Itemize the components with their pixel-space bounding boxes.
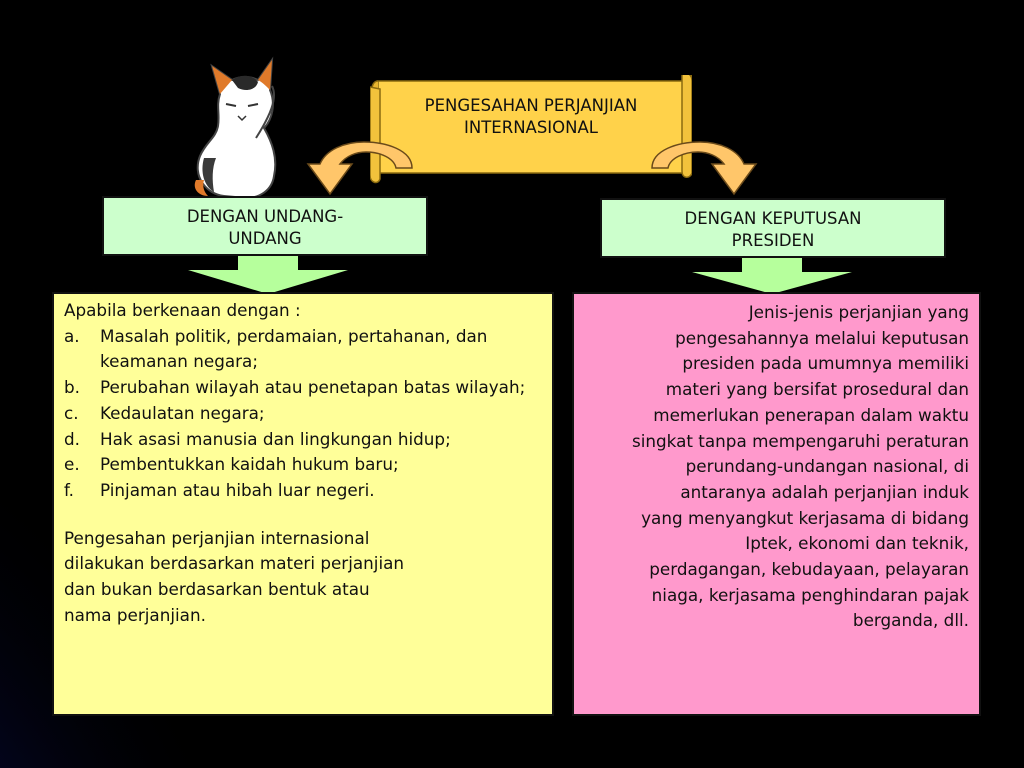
undang-undang-box: [102, 196, 428, 256]
list-item-text: Pembentukkan kaidah hukum baru;: [100, 454, 399, 475]
right-panel-line: materi yang bersifat prosedural dan: [665, 379, 969, 400]
left-panel-closing: [64, 526, 544, 629]
list-marker: a.: [64, 325, 80, 346]
right-panel-line: antaranya adalah perjanjian induk: [680, 481, 969, 502]
list-item: [64, 401, 544, 427]
curved-arrow-left-icon: [300, 138, 420, 198]
list-item-text: Masalah politik, perdamaian, pertahanan, dan keamanan negara;: [100, 325, 488, 372]
keputusan-presiden-line-2: PRESIDEN: [731, 231, 815, 250]
list-item-text: Perubahan wilayah atau penetapan batas wilayah;: [100, 377, 526, 398]
right-panel-line: memerlukan penerapan dalam waktu: [653, 404, 969, 425]
keputusan-presiden-panel: [572, 292, 981, 716]
title-line-1: PENGESAHAN PERJANJIAN: [424, 96, 638, 115]
undang-undang-line-1: DENGAN UNDANG-: [186, 207, 344, 226]
list-marker: e.: [64, 454, 80, 475]
left-panel-intro: Apabila berkenaan dengan :: [64, 300, 301, 320]
right-panel-line: yang menyangkut kerjasama di bidang: [641, 507, 969, 528]
list-marker: f.: [64, 479, 75, 500]
right-panel-line: perdagangan, kebudayaan, pelayaran: [649, 559, 969, 580]
list-item: [64, 478, 544, 504]
closing-line: nama perjanjian.: [64, 604, 206, 625]
down-arrow-icon: [188, 256, 348, 296]
right-panel-line: singkat tanpa mempengaruhi peraturan: [631, 430, 969, 451]
list-item: [64, 375, 544, 401]
list-item-text: Kedaulatan negara;: [100, 402, 265, 423]
list-item-text: Hak asasi manusia dan lingkungan hidup;: [100, 428, 451, 449]
right-panel-line: presiden pada umumnya memiliki: [682, 353, 969, 374]
curved-arrow-right-icon: [644, 138, 764, 198]
closing-line: dilakukan berdasarkan materi perjanjian: [64, 553, 405, 574]
list-item: [64, 427, 544, 453]
list-marker: c.: [64, 402, 79, 423]
closing-line: dan bukan berdasarkan bentuk atau: [64, 579, 370, 600]
undang-undang-panel: [52, 292, 554, 716]
cat-icon: [186, 46, 290, 206]
right-panel-line: Jenis-jenis perjanjian yang: [748, 302, 969, 322]
right-panel-line: niaga, kerjasama penghindaran pajak: [651, 584, 969, 605]
criteria-list: [64, 324, 544, 504]
list-marker: d.: [64, 428, 80, 449]
right-panel-line: Iptek, ekonomi dan teknik,: [745, 533, 969, 554]
title-line-2: INTERNASIONAL: [464, 118, 598, 137]
right-panel-line: pengesahannya melalui keputusan: [675, 327, 969, 348]
list-marker: b.: [64, 377, 80, 398]
list-item: [64, 452, 544, 478]
right-panel-line: perundang-undangan nasional, di: [685, 456, 969, 477]
list-item: [64, 324, 544, 375]
right-panel-line: berganda, dll.: [852, 610, 969, 631]
undang-undang-line-2: UNDANG: [228, 229, 302, 248]
list-item-text: Pinjaman atau hibah luar negeri.: [100, 479, 375, 500]
keputusan-presiden-line-1: DENGAN KEPUTUSAN: [684, 209, 862, 228]
closing-line: Pengesahan perjanjian internasional: [64, 527, 370, 548]
keputusan-presiden-box: [600, 198, 946, 258]
title-text: [370, 95, 692, 139]
